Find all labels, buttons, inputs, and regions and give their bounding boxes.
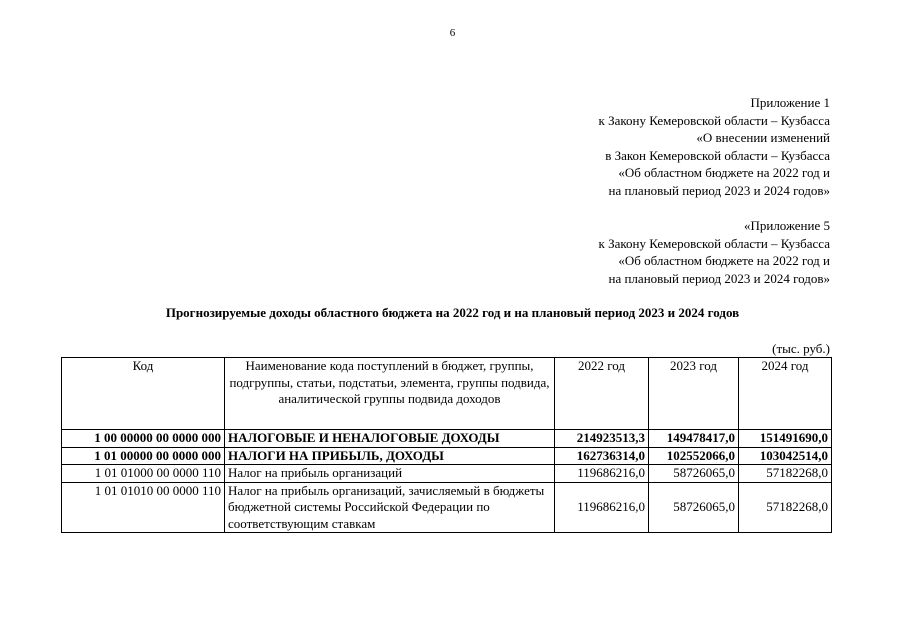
- annex-line: к Закону Кемеровской области – Кузбасса: [598, 112, 830, 128]
- annex-line: Приложение 1: [750, 95, 830, 110]
- annex-1-reference: [599, 94, 831, 200]
- row-name: Налог на прибыль организаций, зачисляемый в бюджеты бюджетной системы Российской Федерации по соответствующим ставкам: [225, 482, 555, 533]
- annex-line: «Приложение 5: [743, 218, 830, 233]
- row-value-2024: 103042514,0: [739, 447, 832, 465]
- annex-line: «Об областном бюджете на 2022 год и: [618, 253, 830, 269]
- header-name: Наименование кода поступлений в бюджет, группы, подгруппы, статьи, подстатьи, элемента, группы подвида, аналитической группы подвида доходов: [225, 358, 555, 430]
- row-name: НАЛОГИ НА ПРИБЫЛЬ, ДОХОДЫ: [225, 447, 555, 465]
- annex-line: «Об областном бюджете на 2022 год и: [618, 165, 830, 181]
- annex-line: в Закон Кемеровской области – Кузбасса: [605, 147, 830, 163]
- table-row: [62, 447, 832, 465]
- row-code: 1 01 00000 00 0000 000: [62, 447, 225, 465]
- annex-line: «О внесении изменений: [696, 130, 830, 146]
- header-code: Код: [62, 358, 225, 430]
- annex-line: на плановый период 2023 и 2024 годов»: [608, 182, 830, 198]
- document-title: Прогнозируемые доходы областного бюджета на 2022 год и на плановый период 2023 и 2024 годов: [165, 305, 740, 320]
- row-name: НАЛОГОВЫЕ И НЕНАЛОГОВЫЕ ДОХОДЫ: [225, 430, 555, 448]
- row-value-2023: 149478417,0: [649, 430, 739, 448]
- row-value-2022: 119686216,0: [555, 482, 649, 533]
- row-value-2024: 57182268,0: [739, 465, 832, 483]
- row-value-2022: 214923513,3: [555, 430, 649, 448]
- row-name: Налог на прибыль организаций: [225, 465, 555, 483]
- row-code: 1 01 01010 00 0000 110: [62, 482, 225, 533]
- row-value-2024: 151491690,0: [739, 430, 832, 448]
- table-row: [62, 482, 832, 533]
- row-value-2024: 57182268,0: [739, 482, 832, 533]
- header-2022: 2022 год: [555, 358, 649, 430]
- row-value-2022: 162736314,0: [555, 447, 649, 465]
- annex-line: к Закону Кемеровской области – Кузбасса: [598, 235, 830, 251]
- table-row: [62, 465, 832, 483]
- units-label: (тыс. руб.): [772, 341, 830, 356]
- row-code: 1 00 00000 00 0000 000: [62, 430, 225, 448]
- row-value-2022: 119686216,0: [555, 465, 649, 483]
- header-2023: 2023 год: [649, 358, 739, 430]
- header-2024: 2024 год: [739, 358, 832, 430]
- annex-5-reference: [599, 217, 831, 287]
- page-number: 6: [449, 27, 456, 39]
- table-row: [62, 430, 832, 448]
- row-value-2023: 58726065,0: [649, 465, 739, 483]
- row-value-2023: 102552066,0: [649, 447, 739, 465]
- row-code: 1 01 01000 00 0000 110: [62, 465, 225, 483]
- revenue-table: [61, 357, 832, 533]
- annex-line: на плановый период 2023 и 2024 годов»: [608, 270, 830, 286]
- row-value-2023: 58726065,0: [649, 482, 739, 533]
- table-header-row: [62, 358, 832, 430]
